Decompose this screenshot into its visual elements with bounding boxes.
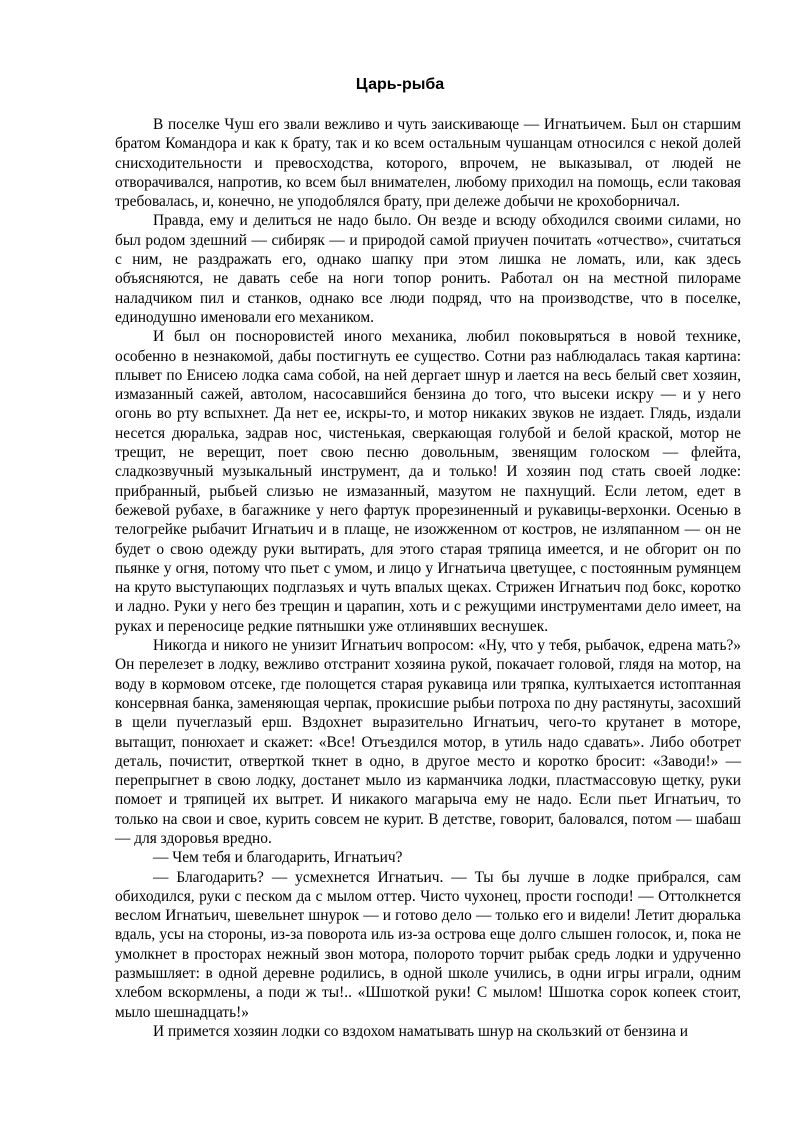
paragraph: — Чем тебя и благодарить, Игнатьич? xyxy=(153,849,403,867)
paragraph: И был он посноровистей иного механика, любил поковыряться в новой технике, особенно в незнакомой, дабы постигнуть ее существо. Сотни раз наблюдалась такая картина: плывет по Енисею лодка сама собой, на ней дергает шнур и лается на весь белый свет хозяин, измазанный сажей, автолом, насосавшийся бензина до того, что высеки искру — и у него огонь во рту вспыхнет. Да нет ее, искры-то, и мотор никаких звуков не издает. Глядь, издали несется дюралька, задрав нос, чистенькая, сверкающая голубой и белой краской, мотор не трещит, не верещит, поет свою песню довольным, звенящим голоском — флейта, сладкозвучный музыкальный инструмент, да и только! И хозяин под стать своей лодке: прибранный, рыбьей слизью не измазанный, мазутом не пахнущий. Если летом, едет в бежевой рубахе, в багажнике у него фартук прорезиненный и рукавицы-верхонки. Осенью в телогрейке рыбачит Игнатьич и в плаще, не изожженном от костров, не изляпанном — он не будет о свою одежду руки вытирать, для этого старая тряпица имеется, и не обгорит он по пьянке у огня, потому что пьет с умом, и лицо у Игнатьича цветущее, с постоянным румянцем на круто выступающих подглазьях и чуть впалых щеках. Стрижен Игнатьич под бокс, коротко и ладно. Руки у него без трещин и царапин, хоть и с режущими инструментами дело имеет, на руках и переносице редкие пятнышки уже отлинявших веснушек. xyxy=(115,328,741,635)
document-title: Царь-рыба xyxy=(355,76,445,93)
paragraph: Правда, ему и делиться не надо было. Он везде и всюду обходился своими силами, но был родом здешний — сибиряк — и природой самой приучен почитать «отчество», считаться с ним, не раздражать его, однако шапку при этом лишка не ломать, или, как здесь объясняются, не давать себе на ноги топор ронить. Работал он на местной пилораме наладчиком пил и станков, однако все люди подряд, что на производстве, что в поселке, единодушно именовали его механиком. xyxy=(115,212,741,326)
paragraph: — Благодарить? — усмехнется Игнатьич. — Ты бы лучше в лодке прибрался, сам обиходился, руки с песком да с мылом оттер. Чисто чухонец, прости господи! — Оттолкнется веслом Игнатьич, шевельнет шнурок — и готово дело — только его и видели! Летит дюралька вдаль, усы на стороны, из-за поворота иль из-за острова еще долго слышен голосок, и, пока не умолкнет в просторах нежный звон мотора, полорото торчит рыбак средь лодки и удрученно размышляет: в одной деревне родились, в одной школе учились, в одни игры играли, одним хлебом вскормлены, а поди ж ты!.. «Шшоткой руки! С мылом! Шшотка сорок копеек стоит, мыло шешнадцать!» xyxy=(115,868,741,1021)
paragraph: Никогда и никого не унизит Игнатьич вопросом: «Ну, что у тебя, рыбачок, едрена мать?» Он перелезет в лодку, вежливо отстранит хозяина рукой, покачает головой, глядя на мотор, на воду в кормовом отсеке, где полощется старая рукавица или тряпка, култыхается истоптанная консервная банка, заменяющая черпак, прокисшие рыбьи потроха по дну растянуты, засохший в щели пучеглазый ерш. Вздохнет выразительно Игнатьич, чего-то крутанет в моторе, вытащит, понюхает и скажет: «Все! Отъездился мотор, в утиль надо сдавать». Либо оботрет деталь, почистит, отверткой ткнет в одно, в другое место и коротко бросит: «Заводи!» — перепрыгнет в свою лодку, достанет мыло из карманчика лодки, пластмассовую щетку, руки помоет и тряпицей их вытрет. И никакого магарыча ему не надо. Если пьет Игнатьич, то только на свои и свое, курить совсем не курит. В детстве, говорит, баловался, потом — шабаш — для здоровья вредно. xyxy=(115,637,741,847)
paragraph: И примется хозяин лодки со вздохом наматывать шнур на скользкий от бензина и xyxy=(153,1022,689,1040)
document-body xyxy=(115,115,741,1041)
paragraph: В поселке Чуш его звали вежливо и чуть заискивающе — Игнатьичем. Был он старшим братом Командора и как к брату, так и ко всем остальным чушанцам относился с некой долей снисходительности и превосходства, которого, впрочем, не выказывал, от людей не отворачивался, напротив, ко всем был внимателен, любому приходил на помощь, если таковая требовалась, и, конечно, не уподоблялся брату, при дележе добычи не крохоборничал. xyxy=(115,116,741,211)
